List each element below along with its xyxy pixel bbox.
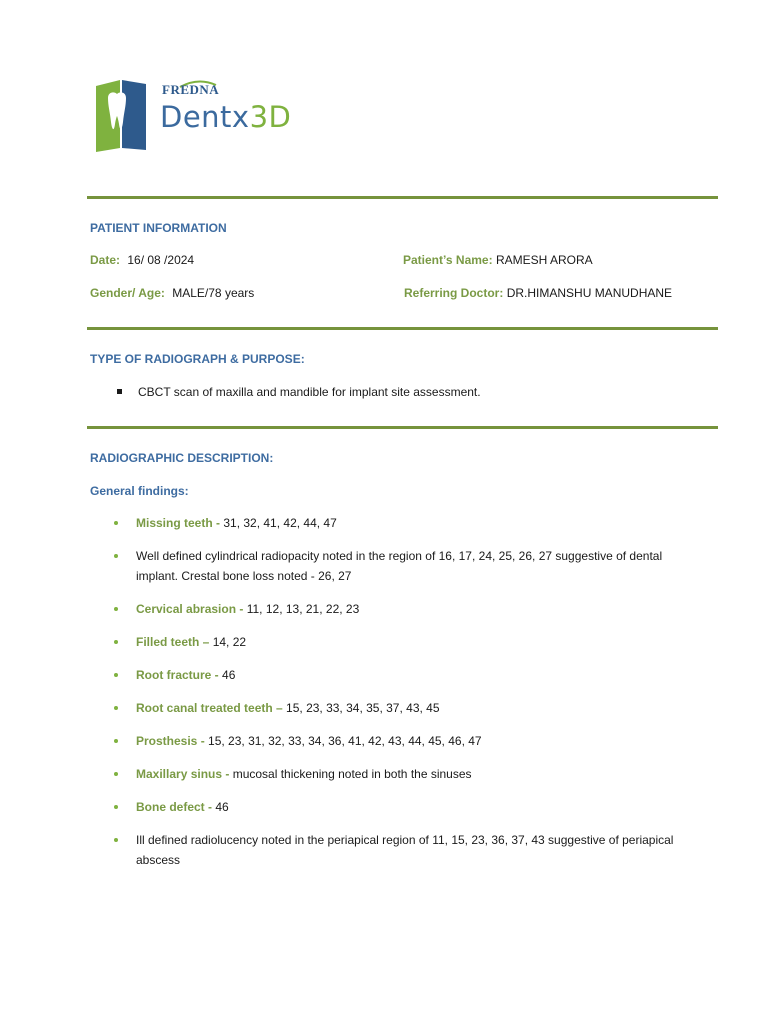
bullet-icon bbox=[114, 706, 118, 710]
patient-name-value: RAMESH ARORA bbox=[495, 253, 593, 267]
finding-item bbox=[136, 698, 696, 718]
bullet-icon bbox=[114, 554, 118, 558]
bullet-icon bbox=[114, 521, 118, 525]
finding-item bbox=[136, 731, 696, 751]
finding-item bbox=[136, 764, 696, 784]
finding-label: Maxillary sinus - bbox=[136, 767, 233, 781]
divider bbox=[87, 196, 718, 199]
bullet-icon bbox=[114, 838, 118, 842]
referring-doctor-field bbox=[404, 286, 672, 300]
gender-age-value: MALE/78 years bbox=[172, 286, 255, 300]
general-findings-subheading: General findings: bbox=[90, 484, 189, 498]
date-label: Date: bbox=[90, 253, 121, 267]
finding-text: Ill defined radiolucency noted in the periapical region of 11, 15, 23, 36, 37, 43 suggestive of periapical abscess bbox=[136, 833, 674, 867]
referring-doctor-value: DR.HIMANSHU MANUDHANE bbox=[506, 286, 673, 300]
finding-label: Root canal treated teeth – bbox=[136, 701, 287, 715]
finding-text: 15, 23, 33, 34, 35, 37, 43, 45 bbox=[286, 701, 440, 715]
finding-label: Missing teeth - bbox=[136, 516, 224, 530]
finding-text: Well defined cylindrical radiopacity noted in the region of 16, 17, 24, 25, 26, 27 suggestive of dental implant. Crestal bone loss noted - 26, 27 bbox=[136, 549, 663, 583]
finding-label: Bone defect - bbox=[136, 800, 216, 814]
finding-text: 46 bbox=[222, 668, 236, 682]
gender-age-field bbox=[90, 286, 254, 300]
patient-name-label: Patient’s Name: bbox=[403, 253, 493, 267]
finding-text: 46 bbox=[215, 800, 229, 814]
finding-label: Filled teeth – bbox=[136, 635, 213, 649]
description-heading: RADIOGRAPHIC DESCRIPTION: bbox=[90, 451, 274, 465]
bullet-icon bbox=[114, 739, 118, 743]
patient-name-field bbox=[403, 253, 593, 267]
finding-label: Cervical abrasion - bbox=[136, 602, 247, 616]
company-logo bbox=[92, 78, 292, 158]
finding-text: mucosal thickening noted in both the sinuses bbox=[232, 767, 472, 781]
divider bbox=[87, 426, 718, 429]
logo-name-accent: 3D bbox=[249, 100, 292, 134]
finding-text: 31, 32, 41, 42, 44, 47 bbox=[223, 516, 337, 530]
square-bullet-icon bbox=[117, 389, 122, 394]
finding-item bbox=[136, 546, 696, 586]
radiograph-type-heading: TYPE OF RADIOGRAPH & PURPOSE: bbox=[90, 352, 305, 366]
logo-name-main: Dentx bbox=[160, 100, 250, 134]
finding-item bbox=[136, 797, 696, 817]
finding-label: Root fracture - bbox=[136, 668, 223, 682]
date-value: 16/ 08 /2024 bbox=[127, 253, 195, 267]
finding-item bbox=[136, 599, 696, 619]
referring-doctor-label: Referring Doctor: bbox=[404, 286, 504, 300]
bullet-icon bbox=[114, 673, 118, 677]
bullet-icon bbox=[114, 772, 118, 776]
gender-age-label: Gender/ Age: bbox=[90, 286, 165, 300]
divider bbox=[87, 327, 718, 330]
finding-item bbox=[136, 665, 696, 685]
list-item: CBCT scan of maxilla and mandible for implant site assessment. bbox=[138, 385, 481, 399]
logo-brand: FREDNA bbox=[162, 82, 220, 97]
finding-text: 14, 22 bbox=[212, 635, 247, 649]
bullet-icon bbox=[114, 805, 118, 809]
bullet-icon bbox=[114, 640, 118, 644]
logo-name bbox=[160, 100, 291, 134]
finding-item bbox=[136, 513, 696, 533]
finding-item bbox=[136, 830, 696, 870]
tooth-logo-icon bbox=[92, 78, 150, 154]
finding-item bbox=[136, 632, 696, 652]
bullet-icon bbox=[114, 607, 118, 611]
patient-info-heading: PATIENT INFORMATION bbox=[90, 221, 227, 235]
date-field bbox=[90, 253, 194, 267]
finding-text: 11, 12, 13, 21, 22, 23 bbox=[246, 602, 360, 616]
finding-text: 15, 23, 31, 32, 33, 34, 36, 41, 42, 43, 44, 45, 46, 47 bbox=[208, 734, 482, 748]
finding-label: Prosthesis - bbox=[136, 734, 209, 748]
